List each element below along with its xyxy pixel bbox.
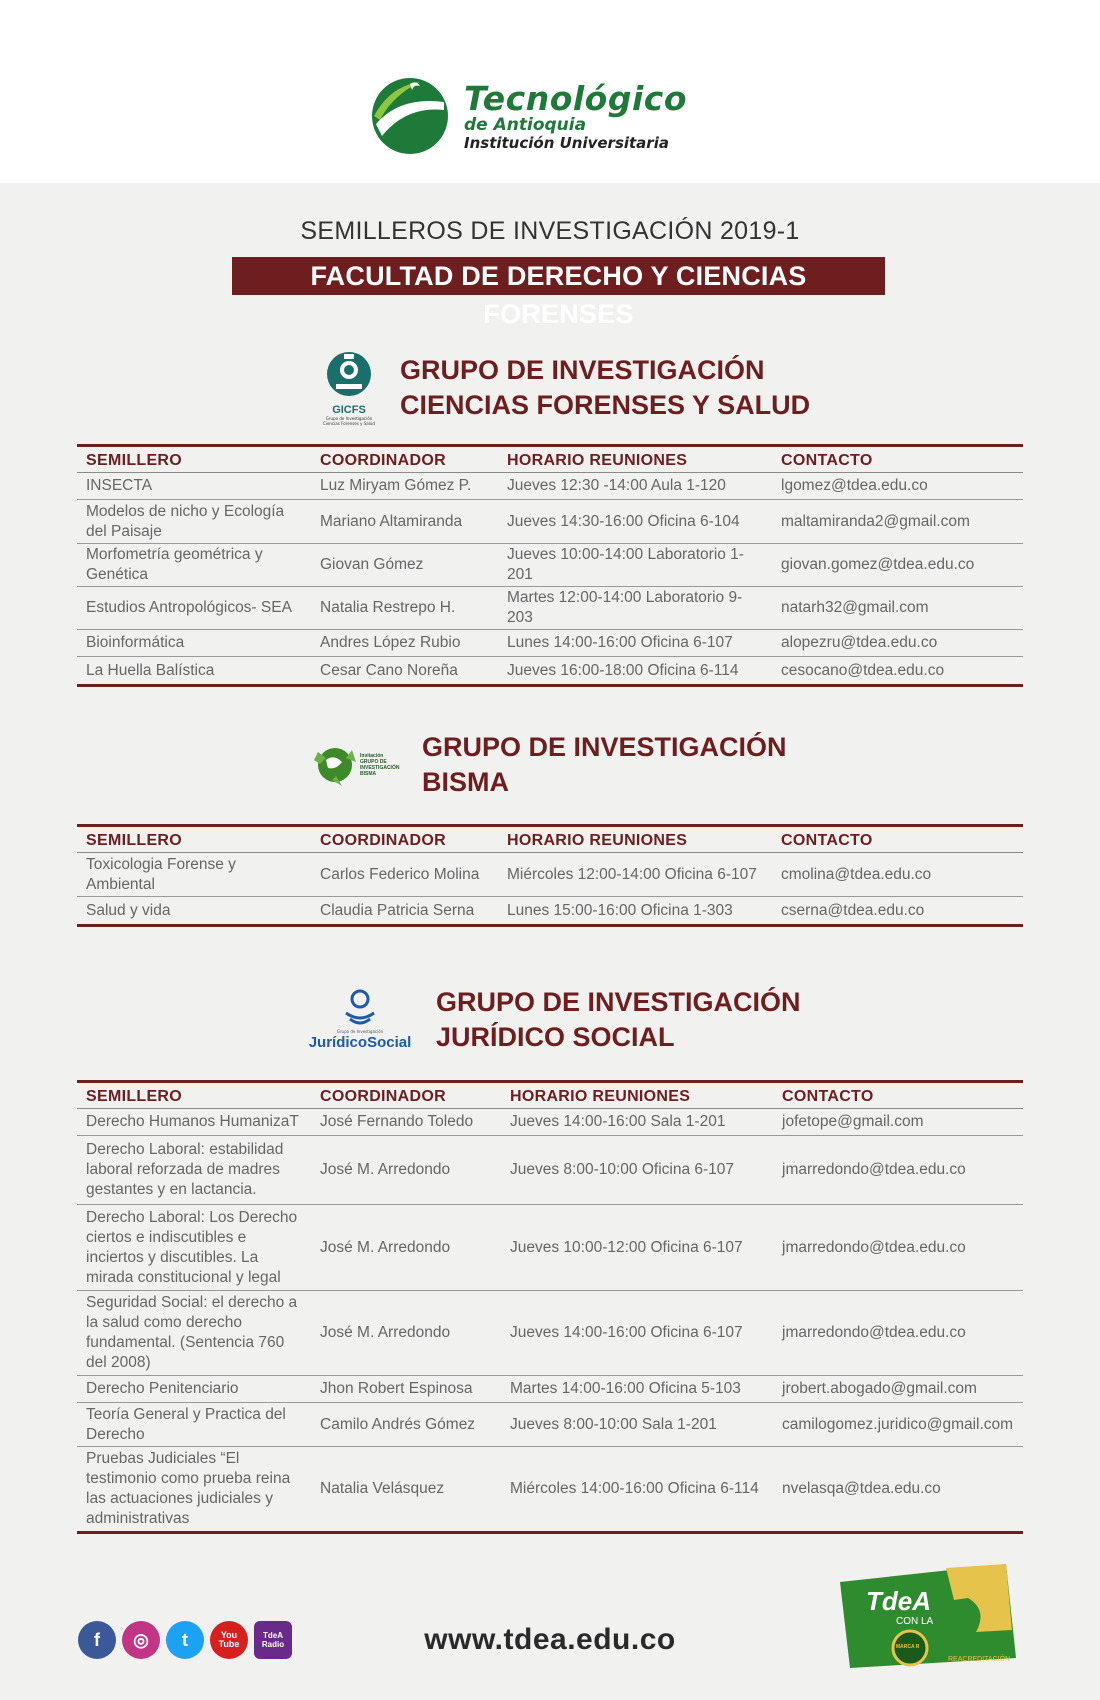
table-row: Derecho Laboral: Los Derecho ciertos e indiscutibles e inciertos y discutibles. La mirada constitucional y legal José M. Arredondo Jueves 10:00-12:00 Oficina 6-107 jmarredondo@tdea.edu.co: [77, 1205, 1023, 1291]
table-row: Derecho Humanos HumanizaT José Fernando Toledo Jueves 14:00-16:00 Sala 1-201 jofetope@gmail.com: [77, 1109, 1023, 1136]
table-row: Seguridad Social: el derecho a la salud como derecho fundamental. (Sentencia 760 del 2008) José M. Arredondo Jueves 14:00-16:00 Oficina 6-107 jmarredondo@tdea.edu.co: [77, 1291, 1023, 1376]
table-header-row: [77, 826, 1023, 853]
table-row: Teoría General y Practica del Derecho Camilo Andrés Gómez Jueves 8:00-10:00 Sala 1-201 camilogomez.juridico@gmail.com: [77, 1403, 1023, 1447]
col-horario: HORARIO REUNIONES: [501, 1082, 773, 1109]
group-title: GRUPO DE INVESTIGACIÓN JURÍDICO SOCIAL: [436, 987, 801, 1052]
bisma-logo: Invitación GRUPO DE INVESTIGACIÓN BISMA: [312, 742, 398, 788]
facebook-icon[interactable]: f: [78, 1621, 116, 1659]
twitter-icon[interactable]: t: [166, 1621, 204, 1659]
logo-institution: Institución Universitaria: [464, 133, 669, 152]
col-horario: HORARIO REUNIONES: [498, 446, 772, 473]
col-semillero: SEMILLERO: [77, 1082, 311, 1109]
table-row: La Huella Balística Cesar Cano Noreña Jueves 16:00-18:00 Oficina 6-114 cesocano@tdea.edu.co: [77, 657, 1023, 686]
group-title: GRUPO DE INVESTIGACIÓN CIENCIAS FORENSES Y SALUD: [400, 355, 811, 420]
header: [0, 0, 1100, 183]
table-header-row: [77, 446, 1023, 473]
logo-title: Tecnológico: [464, 78, 688, 118]
col-coordinador: COORDINADOR: [311, 826, 498, 853]
group-header-gicfs: [318, 350, 810, 426]
table-header-row: [77, 1082, 1023, 1109]
col-coordinador: COORDINADOR: [311, 446, 498, 473]
table-row: Derecho Laboral: estabilidad laboral reforzada de madres gestantes y en lactancia. José M. Arredondo Jueves 8:00-10:00 Oficina 6-107 jmarredondo@tdea.edu.co: [77, 1136, 1023, 1205]
table-bisma: [77, 824, 1023, 927]
col-contacto: CONTACTO: [772, 826, 1023, 853]
gicfs-logo-icon: [322, 350, 376, 400]
table-row: INSECTA Luz Miryam Gómez P. Jueves 12:30 -14:00 Aula 1-120 lgomez@tdea.edu.co: [77, 473, 1023, 500]
group-header-juridico-social: [300, 985, 801, 1055]
tdea-radio-icon[interactable]: TdeA Radio: [254, 1621, 292, 1659]
juridico-social-logo: Grupo de Investigación JurídicoSocial: [300, 989, 420, 1051]
table-row: Morfometría geométrica y Genética Giovan Gómez Jueves 10:00-14:00 Laboratorio 1-201 giovan.gomez@tdea.edu.co: [77, 544, 1023, 587]
col-semillero: SEMILLERO: [77, 446, 311, 473]
table-juridico-social: [77, 1080, 1023, 1534]
tdea-logo-icon: [370, 76, 450, 156]
table-row: Modelos de nicho y Ecología del Paisaje Mariano Altamiranda Jueves 14:30-16:00 Oficina 6-104 maltamiranda2@gmail.com: [77, 500, 1023, 544]
table-gicfs: [77, 444, 1023, 687]
table-row: Pruebas Judiciales “El testimonio como prueba reina las actuaciones judiciales y administrativas Natalia Velásquez Miércoles 14:00-16:00 Oficina 6-114 nvelasqa@tdea.edu.co: [77, 1447, 1023, 1533]
col-coordinador: COORDINADOR: [311, 1082, 501, 1109]
col-horario: HORARIO REUNIONES: [498, 826, 772, 853]
faculty-banner: FACULTAD DE DERECHO Y CIENCIAS FORENSES: [232, 257, 885, 295]
col-contacto: CONTACTO: [772, 446, 1023, 473]
bisma-logo-icon: [312, 742, 358, 788]
website-link[interactable]: www.tdea.edu.co: [424, 1623, 676, 1656]
col-contacto: CONTACTO: [773, 1082, 1023, 1109]
institution-logo[interactable]: [370, 76, 687, 156]
reaccreditation-badge: TdeA CON LA MARCA R REACREDITACIÓN: [836, 1560, 1022, 1670]
table-row: Toxicologia Forense y Ambiental Carlos Federico Molina Miércoles 12:00-14:00 Oficina 6-107 cmolina@tdea.edu.co: [77, 853, 1023, 897]
table-row: Bioinformática Andres López Rubio Lunes 14:00-16:00 Oficina 6-107 alopezru@tdea.edu.co: [77, 630, 1023, 657]
logo-subtitle: de Antioquia: [464, 114, 587, 135]
table-row: Derecho Penitenciario Jhon Robert Espinosa Martes 14:00-16:00 Oficina 5-103 jrobert.abogado@gmail.com: [77, 1376, 1023, 1403]
page-subtitle: SEMILLEROS DE INVESTIGACIÓN 2019-1: [300, 217, 800, 245]
juridico-social-logo-icon: [340, 989, 380, 1025]
instagram-icon[interactable]: ◎: [122, 1621, 160, 1659]
table-row: Estudios Antropológicos- SEA Natalia Restrepo H. Martes 12:00-14:00 Laboratorio 9-203 natarh32@gmail.com: [77, 587, 1023, 630]
group-title: GRUPO DE INVESTIGACIÓN BISMA: [422, 732, 787, 797]
table-row: Salud y vida Claudia Patricia Serna Lunes 15:00-16:00 Oficina 1-303 cserna@tdea.edu.co: [77, 897, 1023, 926]
youtube-icon[interactable]: You Tube: [210, 1621, 248, 1659]
gicfs-logo: GICFS Grupo de Investigación Ciencias Forenses y Salud: [318, 350, 380, 426]
col-semillero: SEMILLERO: [77, 826, 311, 853]
group-header-bisma: [312, 730, 787, 800]
